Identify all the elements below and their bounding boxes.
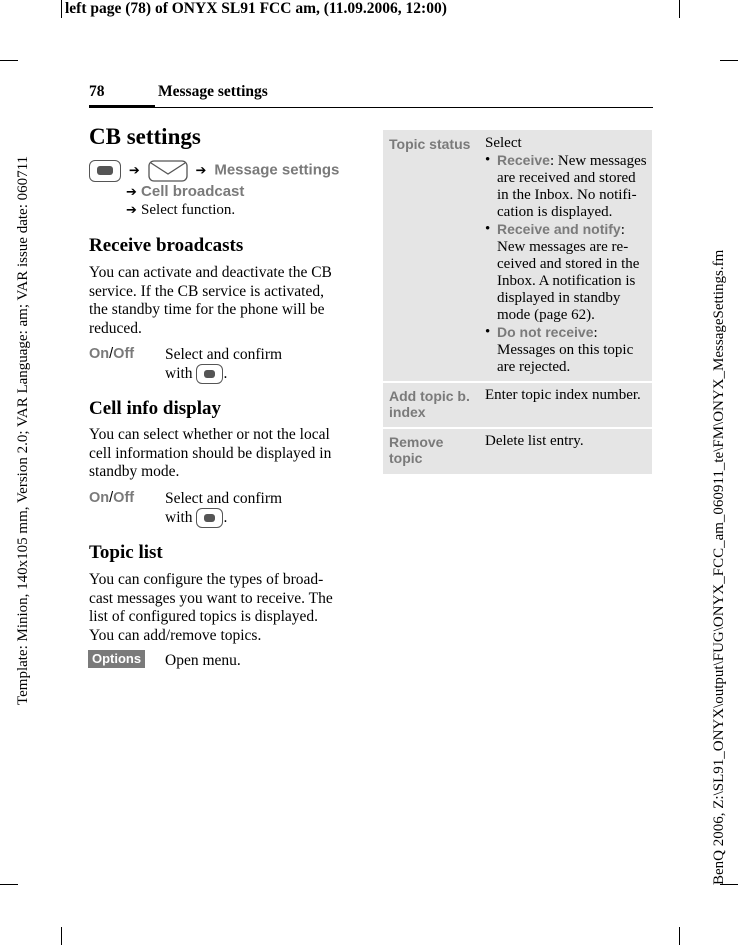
crop-mark	[0, 884, 18, 885]
text-line: standby mode.	[89, 463, 180, 480]
receive-broadcasts-heading: Receive broadcasts	[89, 235, 244, 256]
list-item	[485, 324, 650, 376]
text-line: index	[389, 404, 426, 420]
header-rule-thin	[155, 107, 653, 108]
topic-status-description	[485, 135, 650, 376]
text-line: with	[165, 365, 193, 382]
add-topic-description: Enter topic index number.	[485, 387, 641, 403]
crop-mark	[720, 60, 738, 61]
text-line: service. If the CB service is activated,	[89, 282, 324, 300]
text-line: You can configure the types of broad-	[89, 571, 324, 588]
option-off: Off	[113, 346, 135, 362]
text-line: are received and stored	[497, 170, 636, 186]
text-line: Messages on this topic	[497, 342, 634, 358]
receive-term: Receive	[497, 152, 550, 168]
text-line: are rejected.	[497, 359, 571, 375]
text-line: in the Inbox. No notifi-	[497, 187, 637, 203]
receive-notify-term: Receive and notify	[497, 221, 621, 237]
topic-status-label: Topic status	[389, 136, 471, 152]
options-softkey	[88, 650, 145, 668]
remove-topic-description: Delete list entry.	[485, 433, 584, 449]
text-line: You can add/remove topics.	[89, 626, 262, 644]
text-line: reduced.	[89, 319, 142, 337]
option-on: On	[89, 346, 110, 362]
arrow-right-icon: ➔	[191, 163, 211, 179]
center-key-icon	[89, 160, 121, 182]
option-on: On	[89, 490, 110, 506]
text-line: Select	[485, 135, 522, 151]
text-line: Select and confirm	[165, 346, 283, 363]
header-rule-thick	[89, 105, 155, 108]
page-section-title: Message settings	[158, 83, 268, 100]
center-key-icon	[196, 364, 223, 384]
add-topic-label	[389, 388, 481, 420]
crop-mark	[679, 0, 680, 18]
text-line: :	[593, 325, 598, 341]
text-line: displayed in standby	[497, 290, 621, 306]
do-not-receive-term: Do not receive	[497, 324, 594, 340]
text-line: You can select whether or not the local	[89, 426, 330, 443]
crop-mark	[61, 0, 62, 18]
cell-info-text	[89, 426, 351, 482]
text-line: : New messages	[549, 153, 647, 169]
text-line: cation is displayed.	[497, 204, 613, 220]
cell-info-heading: Cell info display	[89, 398, 221, 419]
option-off: Off	[113, 490, 135, 506]
receive-broadcasts-text	[89, 264, 351, 338]
text-line: mode (page 62).	[497, 307, 595, 323]
list-item	[485, 221, 650, 324]
option-separator: /	[109, 490, 114, 506]
crop-mark	[61, 927, 62, 945]
file-path-info: BenQ 2006, Z:\SL91_ONYX\output\FUG\ONYX_FCC_am_060911_te\FM\ONYX_MessageSettings.fm	[711, 249, 727, 885]
cb-settings-title: CB settings	[89, 124, 201, 149]
text-period: .	[223, 509, 228, 526]
path-select-function: Select function.	[141, 202, 236, 218]
crop-mark	[0, 60, 18, 61]
path-cell-broadcast: Cell broadcast	[141, 183, 245, 200]
text-line: Add topic b.	[389, 388, 470, 404]
menu-path-action	[126, 201, 235, 220]
topic-list-text	[89, 571, 351, 645]
text-line: topic	[389, 450, 423, 466]
text-line: with	[165, 509, 193, 526]
text-line: the standby time for the phone will be	[89, 301, 325, 318]
text-line: Select and confirm	[165, 490, 283, 507]
text-line: list of configured topics is displayed.	[89, 608, 319, 625]
print-header: left page (78) of ONYX SL91 FCC am, (11.09.2006, 12:00)	[65, 0, 447, 17]
list-item	[485, 152, 650, 221]
menu-path-sub	[126, 182, 244, 202]
center-key-icon	[196, 508, 223, 528]
page-number: 78	[89, 83, 105, 100]
receive-option-description	[165, 345, 282, 384]
text-line: You can activate and deactivate the CB	[89, 264, 332, 281]
remove-topic-label	[389, 434, 481, 466]
arrow-right-icon: ➔	[124, 163, 144, 179]
text-line: New messages are re-	[497, 239, 629, 255]
text-line: ceived and stored in the	[497, 256, 640, 272]
cell-info-option-description	[165, 489, 282, 528]
arrow-right-icon: ➔	[126, 185, 142, 200]
crop-mark	[679, 927, 680, 945]
cell-info-on-off-option	[89, 490, 134, 506]
template-info: Template: Minion, 140x105 mm, Version 2.0; VAR Language: am; VAR issue date: 060711	[15, 155, 31, 705]
text-line: cell information should be displayed in	[89, 444, 332, 462]
text-line: Remove	[389, 434, 444, 450]
menu-path	[89, 160, 339, 182]
path-message-settings: Message settings	[214, 161, 340, 179]
text-line: Inbox. A notification is	[497, 273, 636, 289]
option-separator: /	[109, 346, 114, 362]
receive-on-off-option	[89, 346, 134, 362]
topic-list-heading: Topic list	[89, 542, 163, 563]
text-period: .	[223, 365, 228, 382]
options-softkey-description: Open menu.	[165, 652, 241, 669]
text-line: cast messages you want to receive. The	[89, 589, 333, 607]
options-softkey-label: Options	[88, 650, 145, 668]
arrow-right-icon: ➔	[126, 203, 142, 218]
text-line: :	[620, 222, 625, 238]
envelope-icon	[148, 160, 188, 182]
